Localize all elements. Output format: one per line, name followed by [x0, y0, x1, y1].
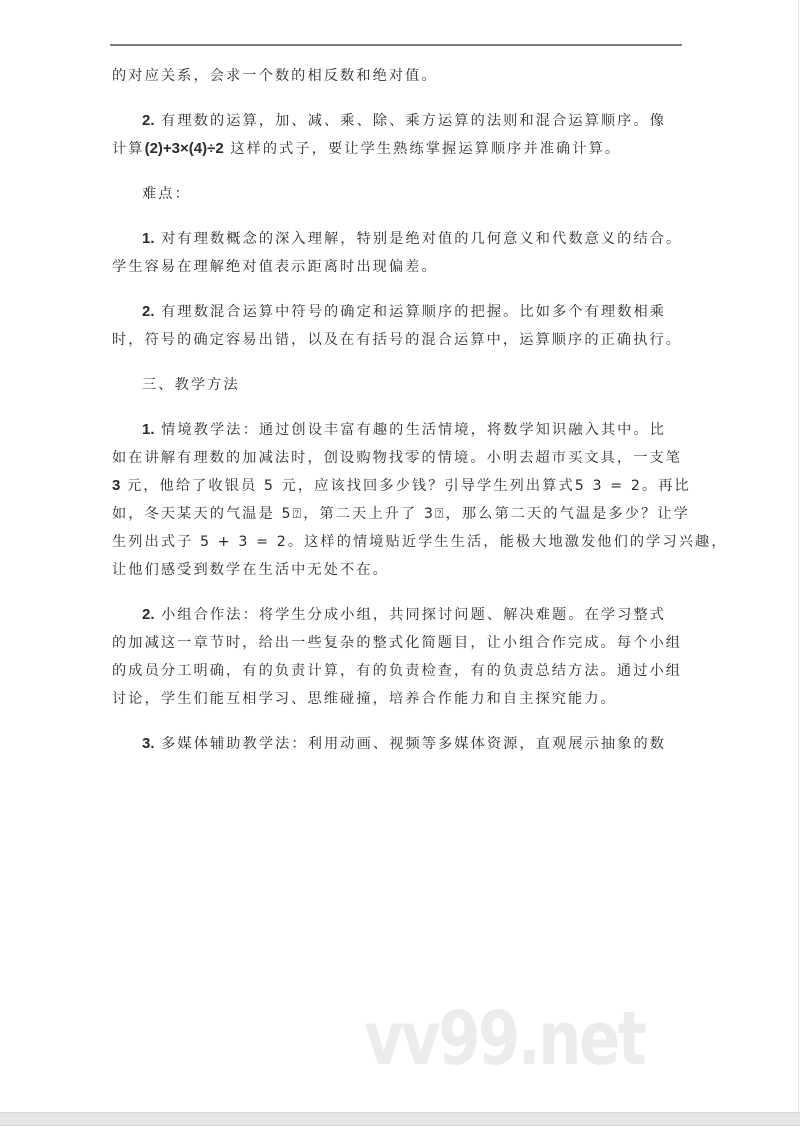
text-line — [112, 730, 682, 758]
line-text: 小组合作法：将学生分成小组，共同探讨问题、解决难题。在学习整式 — [154, 607, 667, 623]
line-text: 如在讲解有理数的加减法时，创设购物找零的情境。小明去超市买文具，一支笔 — [112, 450, 683, 466]
text-line — [112, 298, 682, 326]
document-body — [112, 62, 728, 758]
line-text: 难点： — [142, 186, 191, 202]
text-line — [112, 657, 682, 685]
paragraph-gap — [112, 584, 682, 601]
text-line — [112, 629, 682, 657]
line-text: 这样的式子，要让学生熟练掌握运算顺序并准确计算。 — [223, 141, 622, 157]
line-text: 有理数混合运算中符号的确定和运算顺序的把握。比如多个有理数相乘 — [154, 304, 667, 320]
line-text: 让他们感受到数学在生活中无处不在。 — [112, 562, 389, 578]
line-text: 对有理数概念的深入理解，特别是绝对值的几何意义和代数意义的结合。 — [154, 231, 683, 247]
text-line — [112, 685, 682, 713]
list-number: 2. — [142, 606, 155, 623]
line-text: 的对应关系，会求一个数的相反数和绝对值。 — [112, 68, 438, 84]
list-number: 3. — [142, 735, 155, 752]
watermark: vv99.net — [364, 996, 645, 1082]
text-line — [112, 500, 690, 528]
list-number: 3 — [112, 477, 121, 494]
text-line — [112, 107, 682, 135]
paragraph-gap — [112, 713, 682, 730]
text-line — [112, 62, 682, 90]
line-text: 讨论，学生们能互相学习、思维碰撞，培养合作能力和自主探究能力。 — [112, 691, 617, 707]
paragraph-gap — [112, 90, 682, 107]
line-text: 如，冬天某天的气温是 5⍰，第二天上升了 3⍰，那么第二天的气温是多少？让学 — [112, 506, 690, 522]
line-text: 的加减这一章节时，给出一些复杂的整式化简题目，让小组合作完成。每个小组 — [112, 635, 683, 651]
text-line — [112, 225, 682, 253]
line-text: 多媒体辅助教学法：利用动画、视频等多媒体资源，直观展示抽象的数 — [154, 736, 667, 752]
paragraph-gap — [112, 354, 682, 371]
text-line — [112, 371, 682, 399]
next-page-edge — [0, 1126, 800, 1137]
text-line — [112, 601, 682, 629]
page-separator — [0, 1112, 800, 1126]
formula: (2)+3×(4)÷2 — [144, 140, 224, 157]
text-line — [112, 444, 682, 472]
list-number: 1. — [142, 230, 155, 247]
line-text: 元，他给了收银员 5 元，应该找回多少钱？引导学生列出算式5 3 = 2。再比 — [120, 478, 691, 494]
paragraph-gap — [112, 163, 682, 180]
line-text: 的成员分工明确，有的负责计算，有的负责检查，有的负责总结方法。通过小组 — [112, 663, 683, 679]
text-line — [112, 528, 728, 556]
text-line — [112, 253, 682, 281]
text-line — [112, 180, 682, 208]
line-text: 时，符号的确定容易出错，以及在有括号的混合运算中，运算顺序的正确执行。 — [112, 332, 683, 348]
list-number: 2. — [142, 303, 155, 320]
text-line — [112, 556, 682, 584]
line-text: 学生容易在理解绝对值表示距离时出现偏差。 — [112, 259, 438, 275]
line-prefix: 计算 — [112, 141, 145, 157]
line-text: 生列出式子 5 + 3 = 2。这样的情境贴近学生生活，能极大地激发他们的学习兴趣， — [112, 534, 728, 550]
list-number: 2. — [142, 112, 155, 129]
text-line — [112, 416, 682, 444]
line-text: 情境教学法：通过创设丰富有趣的生活情境，将数学知识融入其中。比 — [154, 422, 667, 438]
text-line — [112, 326, 682, 354]
line-text: 三、教学方法 — [142, 377, 240, 393]
paragraph-gap — [112, 281, 682, 298]
paragraph-gap — [112, 399, 682, 416]
header-rule — [110, 44, 682, 46]
text-line — [112, 135, 682, 163]
paragraph-gap — [112, 208, 682, 225]
list-number: 1. — [142, 421, 155, 438]
line-text: 有理数的运算，加、减、乘、除、乘方运算的法则和混合运算顺序。像 — [154, 113, 667, 129]
text-line — [112, 472, 691, 500]
